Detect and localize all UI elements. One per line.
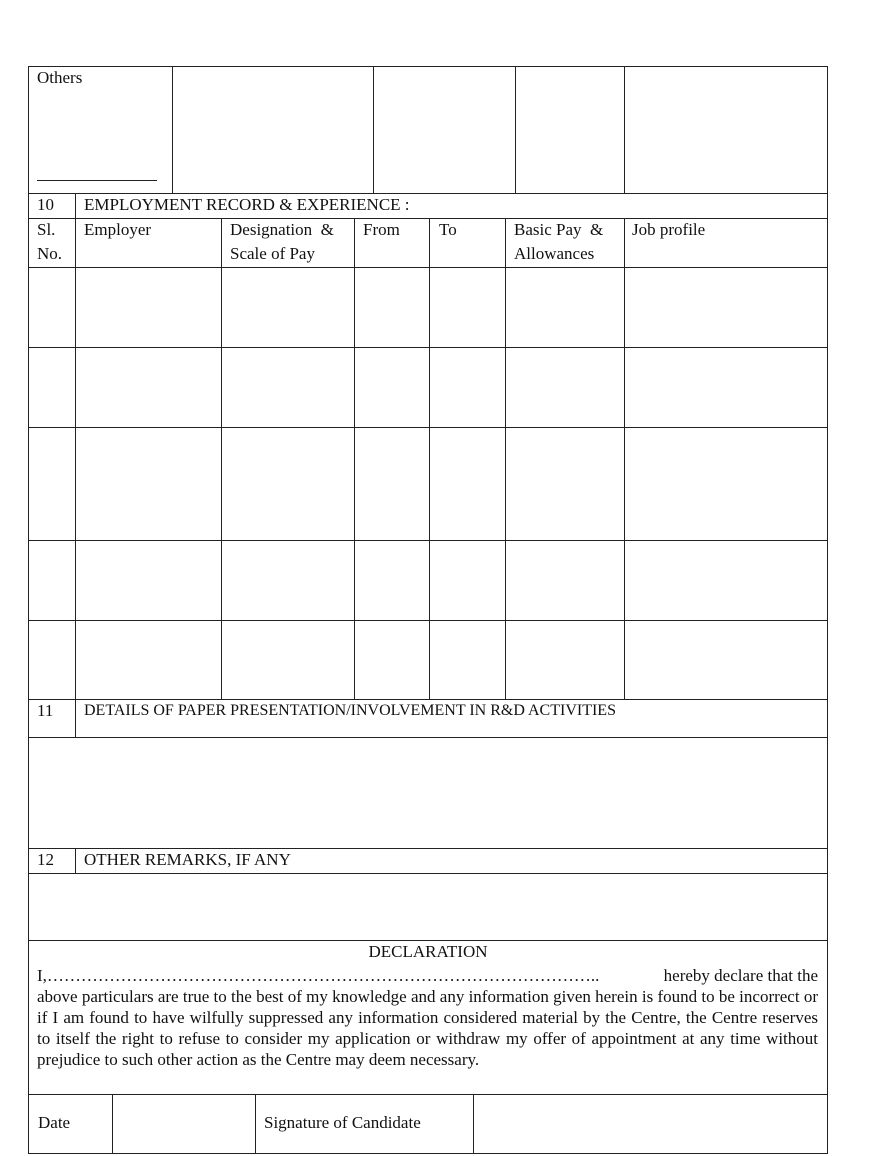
employment-row-5[interactable] (29, 621, 827, 698)
section12-input-area[interactable] (29, 874, 827, 939)
section12-number: 12 (37, 850, 54, 869)
employment-row-3[interactable] (29, 428, 827, 539)
section11-input-area[interactable] (29, 738, 827, 847)
header-no: No. (37, 244, 63, 263)
header-to: To (439, 220, 457, 239)
declaration-name-blank[interactable]: …………………………………………………………………………………….. (46, 966, 600, 985)
declaration-suffix: hereby declare that the (659, 966, 818, 985)
signature-field[interactable] (474, 1095, 827, 1153)
header-job-profile: Job profile (632, 220, 706, 239)
others-cell-2[interactable] (374, 67, 514, 192)
declaration-prefix: I, (37, 966, 47, 985)
section12-title: OTHER REMARKS, IF ANY (84, 850, 291, 869)
header-allowances: Allowances (514, 244, 595, 263)
others-cell-1[interactable] (173, 67, 372, 192)
others-cell-4[interactable] (625, 67, 827, 192)
signature-label: Signature of Candidate (264, 1113, 421, 1132)
section11-number: 11 (37, 701, 54, 720)
declaration-body: above particulars are true to the best of my knowledge and any information given herein is found to be incorrect or if I am found to have wilfully suppressed any information considered material by the Centre, the Centre reserves to itself the right to refuse to consider my application or withdraw my offer of appointment at any time without prejudice to such other action as the Centre may deem necessary. (37, 987, 818, 1069)
footer-divider-2 (255, 1094, 256, 1154)
header-sl: Sl. (37, 220, 56, 239)
employment-row-4[interactable] (29, 541, 827, 619)
header-basic-pay: Basic Pay & (514, 220, 604, 239)
employment-row-2[interactable] (29, 348, 827, 426)
employment-row-1[interactable] (29, 268, 827, 346)
others-cell-3[interactable] (516, 67, 623, 192)
header-designation: Designation & (230, 220, 334, 239)
others-label: Others (37, 68, 83, 87)
section11-number-divider (75, 699, 76, 737)
date-label: Date (38, 1113, 71, 1132)
header-from: From (363, 220, 400, 239)
others-blank-line[interactable] (37, 180, 157, 181)
declaration-first-line (37, 965, 818, 986)
section11-title: DETAILS OF PAPER PRESENTATION/INVOLVEMENT IN R&D ACTIVITIES (84, 702, 616, 719)
header-scale-of-pay: Scale of Pay (230, 244, 315, 263)
declaration-title: DECLARATION (368, 942, 488, 961)
section10-number: 10 (37, 195, 54, 214)
date-field[interactable] (113, 1095, 254, 1153)
section12-number-divider (75, 848, 76, 873)
section10-number-divider (75, 193, 76, 218)
section10-title: EMPLOYMENT RECORD & EXPERIENCE : (84, 195, 410, 214)
declaration-text (37, 965, 818, 1070)
header-employer: Employer (84, 220, 152, 239)
